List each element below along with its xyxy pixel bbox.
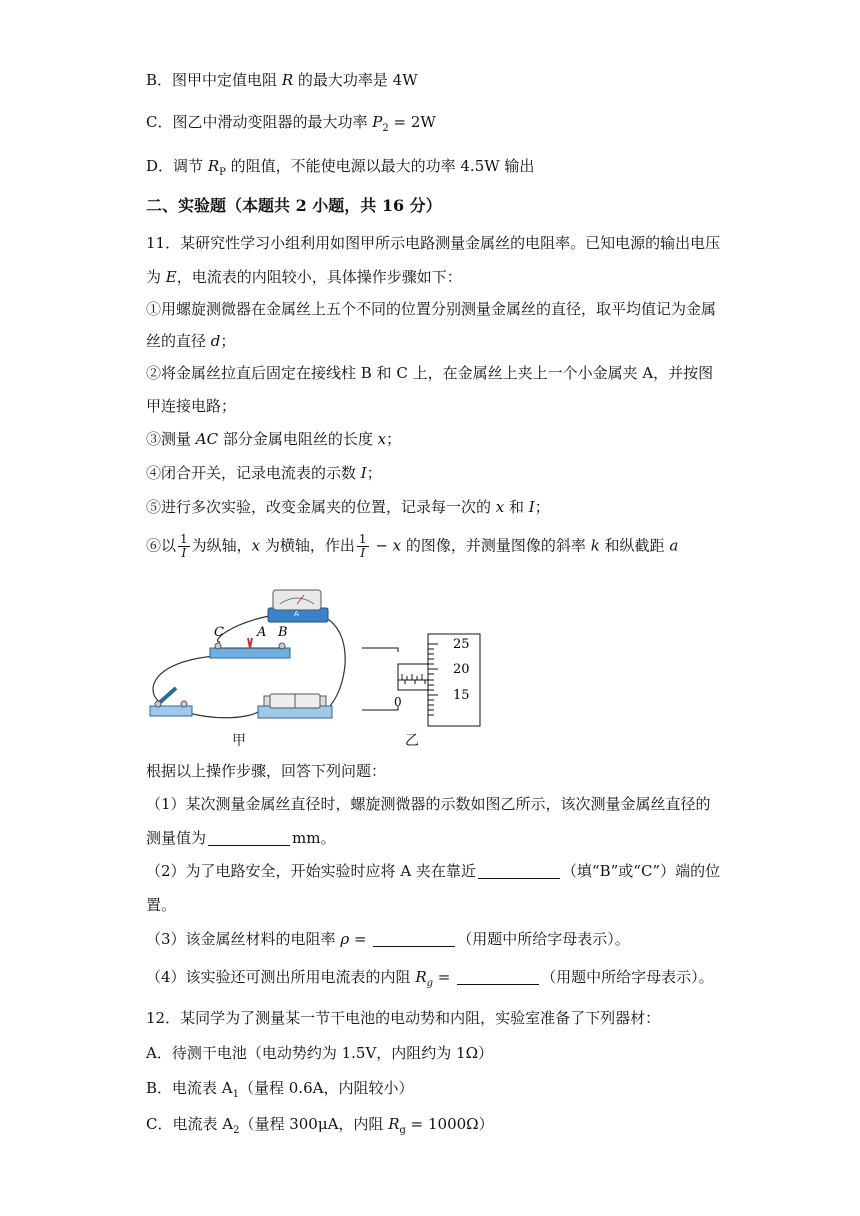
option-c: C．图乙中滑动变阻器的最大功率 $P_2 = 2W$ <box>146 113 436 134</box>
wire-meter-to-battery <box>315 614 345 706</box>
switch-icon <box>150 688 192 716</box>
q11-sub1-line2: 测量值为 mm。 <box>146 829 336 847</box>
q11-sub1-line1: （1）某次测量金属丝直径时，螺旋测微器的示数如图乙所示，该次测量金属丝直径的 <box>146 795 711 813</box>
answer-blank-1[interactable] <box>208 829 290 846</box>
answer-blank-4[interactable] <box>457 968 539 985</box>
micrometer-label-15: 15 <box>453 688 470 703</box>
q11-intro-line1: 11．某研究性学习小组利用如图甲所示电路测量金属丝的电阻率。已知电源的输出电压 <box>146 234 721 252</box>
micrometer-label-25: 25 <box>453 637 470 652</box>
q11-step4: ④闭合开关，记录电流表的示数 I； <box>146 464 382 482</box>
q11-step2-line2: 甲连接电路； <box>146 397 237 415</box>
q11-prompt: 根据以上操作步骤，回答下列问题： <box>146 762 387 780</box>
option-d: D．调节 $R_P$ 的阻值，不能使电源以最大的功率 4.5W 输出 <box>146 157 535 178</box>
q11-step3: ③测量 AC 部分金属电阻丝的长度 x； <box>146 430 402 448</box>
fraction-1-over-i: $\frac{1}{I}$ <box>180 532 188 560</box>
q12-intro: 12．某同学为了测量某一节干电池的电动势和内阻，实验室准备了下列器材： <box>146 1009 661 1027</box>
ammeter-label: A <box>294 610 299 618</box>
q11-intro-line2: 为 E，电流表的内阻较小，具体操作步骤如下： <box>146 268 462 286</box>
resistance-wire-board <box>210 625 290 658</box>
metal-clip-icon <box>248 638 252 648</box>
q11-step2-line1: ②将金属丝拉直后固定在接线柱 B 和 C 上，在金属丝上夹上一个小金属夹 A，并按图 <box>146 364 714 382</box>
figure-svg <box>140 582 500 750</box>
caption-jia: 甲 <box>232 733 246 749</box>
caption-yi: 乙 <box>405 733 419 749</box>
q11-step1-line2: 丝的直径 d； <box>146 332 236 350</box>
q11-sub2-line2: 置。 <box>146 896 177 914</box>
wire-c-to-switch <box>153 656 215 702</box>
ammeter-icon <box>268 590 328 622</box>
label-c: C <box>214 625 224 640</box>
answer-blank-2[interactable] <box>478 862 560 879</box>
q11-sub3: （3）该金属丝材料的电阻率 ρ = （用题中所给字母表示）。 <box>146 930 630 948</box>
fraction-1-over-i-2: $\frac{1}{I}$ <box>358 532 367 560</box>
q11-sub4: （4）该实验还可测出所用电流表的内阻 $R_g$ = （用题中所给字母表示）。 <box>146 968 714 989</box>
circuit-and-micrometer-figure <box>140 582 500 750</box>
battery-icon <box>258 694 332 718</box>
label-b: B <box>278 625 288 640</box>
wire-switch-to-battery <box>185 712 258 718</box>
label-a: A <box>257 625 267 640</box>
q11-step1-line1: ①用螺旋测微器在金属丝上五个不同的位置分别测量金属丝的直径，取平均值记为金属 <box>146 300 717 318</box>
q12-item-c: C．电流表 $A_2$（量程 300μA，内阻 $R_g = 1000\Omega$） <box>146 1115 494 1136</box>
answer-blank-3[interactable] <box>373 930 455 947</box>
q12-item-a: A．待测干电池（电动势约为 1.5V，内阻约为 1Ω） <box>146 1044 494 1062</box>
section-heading: 二、实验题（本题共 2 小题，共 16 分） <box>146 196 442 215</box>
q11-step5: ⑤进行多次实验，改变金属夹的位置，记录每一次的 x 和 I； <box>146 498 550 516</box>
q11-step6: ⑥以 $\frac{1}{I}$ 为纵轴，x 为横轴，作出 $\frac{1}{I}$ − x 的图像，并测量图像的斜率 k 和纵截距 a <box>146 532 679 560</box>
option-b: B．图甲中定值电阻 R 的最大功率是 4W <box>146 71 418 89</box>
micrometer-label-0: 0 <box>394 695 402 709</box>
micrometer-label-20: 20 <box>453 662 470 677</box>
micrometer-reading-icon <box>362 634 480 726</box>
q12-item-b: B．电流表 $A_1$（量程 0.6A，内阻较小） <box>146 1079 414 1100</box>
q11-sub2-line1: （2）为了电路安全，开始实验时应将 A 夹在靠近 （填“B”或“C”）端的位 <box>146 862 721 880</box>
